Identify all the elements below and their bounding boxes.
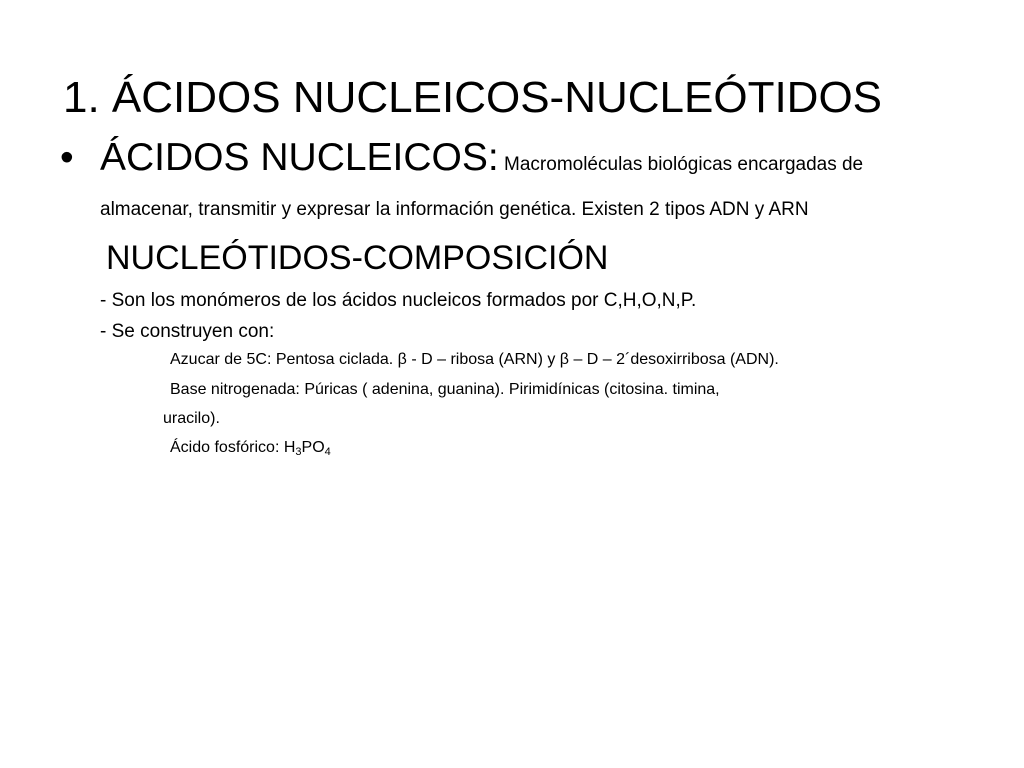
component-base-line1: Base nitrogenada: Púricas ( adenina, guanina). Pirimidínicas (citosina. timina, xyxy=(170,381,720,398)
formula-sub-4: 4 xyxy=(324,446,331,458)
bullet-description xyxy=(499,154,863,175)
bullet-nucleic-acids xyxy=(60,138,863,177)
component-sugar: Azucar de 5C: Pentosa ciclada. β - D – ribosa (ARN) y β – D – 2´desoxirribosa (ADN). xyxy=(170,351,779,368)
bullet-description-line1: Macromoléculas biológicas encargadas de xyxy=(504,154,864,175)
formula-sub-3: 3 xyxy=(295,446,302,458)
formula-po: PO xyxy=(301,439,325,456)
component-phosphoric-acid xyxy=(170,440,331,456)
list-item-built-with: - Se construyen con: xyxy=(100,321,275,342)
section-subheading: NUCLEÓTIDOS-COMPOSICIÓN xyxy=(106,239,609,277)
phosphoric-acid-label: Ácido fosfórico: xyxy=(170,439,284,456)
bullet-description-line2: almacenar, transmitir y expresar la información genética. Existen 2 tipos ADN y ARN xyxy=(100,199,809,220)
bullet-heading: ÁCIDOS NUCLEICOS: xyxy=(100,136,499,179)
component-base-line2: uracilo). xyxy=(163,410,220,427)
list-item-monomers: - Son los monómeros de los ácidos nucleicos formados por C,H,O,N,P. xyxy=(100,290,697,311)
formula-h: H xyxy=(283,439,296,456)
slide-title: 1. ÁCIDOS NUCLEICOS-NUCLEÓTIDOS xyxy=(63,73,883,122)
bullet-dot-icon: • xyxy=(60,136,74,179)
